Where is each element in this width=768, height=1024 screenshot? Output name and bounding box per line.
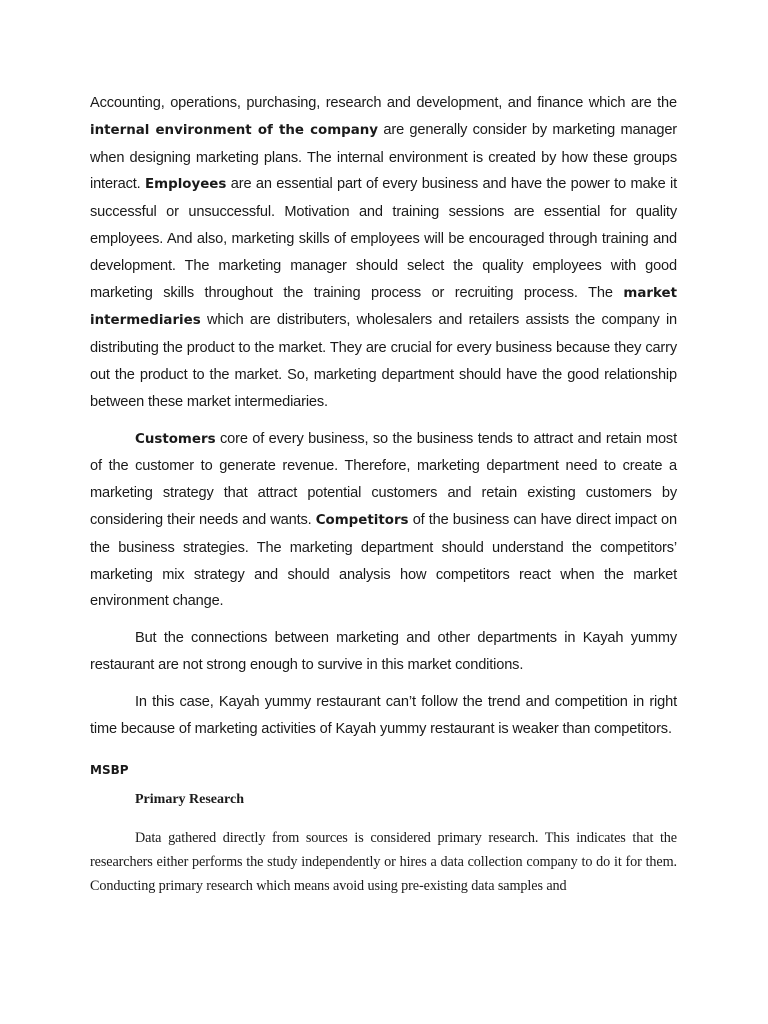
document-page (90, 90, 677, 898)
text-segment: core of every business, so the business tends to attract and retain most of the customer to generate revenue. Therefore, marketing department need to create a marketing strategy that attract potential customers and retain existing customers by considering their needs and wants. (90, 430, 677, 528)
paragraph-primary-research: Data gathered directly from sources is considered primary research. This indicates that the researchers either performs the study independently or hires a data collection company to do it for them. Conducting primary research which means avoid using pre-existing data samples and (90, 830, 677, 895)
heading-msbp: MSBP (90, 763, 129, 778)
bold-term-internal-environment: internal environment of the company (90, 122, 379, 138)
heading-primary-research: Primary Research (135, 792, 244, 808)
paragraph-connections: But the connections between marketing and other departments in Kayah yummy restaurant are not strong enough to survive in this market conditions. (90, 630, 677, 673)
bold-term-competitors: Competitors (315, 512, 409, 528)
bold-term-employees: Employees (145, 177, 227, 193)
text-segment: Accounting, operations, purchasing, research and development, and finance which are the (90, 95, 677, 111)
text-segment: are an essential part of every business and have the power to make it successful or unsuccessful. Motivation and training sessions are essential for quality employees. And also, marketing skills of employees will be encouraged through training and development. The marketing manager should select the quality employees with good marketing skills throughout the training process or recruiting process. The (90, 176, 677, 301)
paragraph-customers-competitors (90, 426, 677, 616)
bold-term-customers: Customers (135, 431, 216, 447)
bold-term-market-intermediaries: market intermediaries (90, 285, 677, 329)
paragraph-trend: In this case, Kayah yummy restaurant can’t follow the trend and competition in right time because of marketing activities of Kayah yummy restaurant is weaker than competitors. (90, 693, 677, 737)
text-segment: of the business can have direct impact on the business strategies. The marketing department should understand the competitors’ marketing mix strategy and should analysis how competitors react when the market environment change. (90, 511, 677, 610)
paragraph-internal-environment (90, 90, 677, 416)
text-segment: which are distributers, wholesalers and retailers assists the company in distributing the product to the market. They are crucial for every business because they carry out the product to the market. So, marketing department should have the good relationship between these market intermediaries. (90, 312, 677, 410)
text-segment: are generally consider by marketing manager when designing marketing plans. The internal environment is created by how these groups interact. (90, 121, 677, 193)
